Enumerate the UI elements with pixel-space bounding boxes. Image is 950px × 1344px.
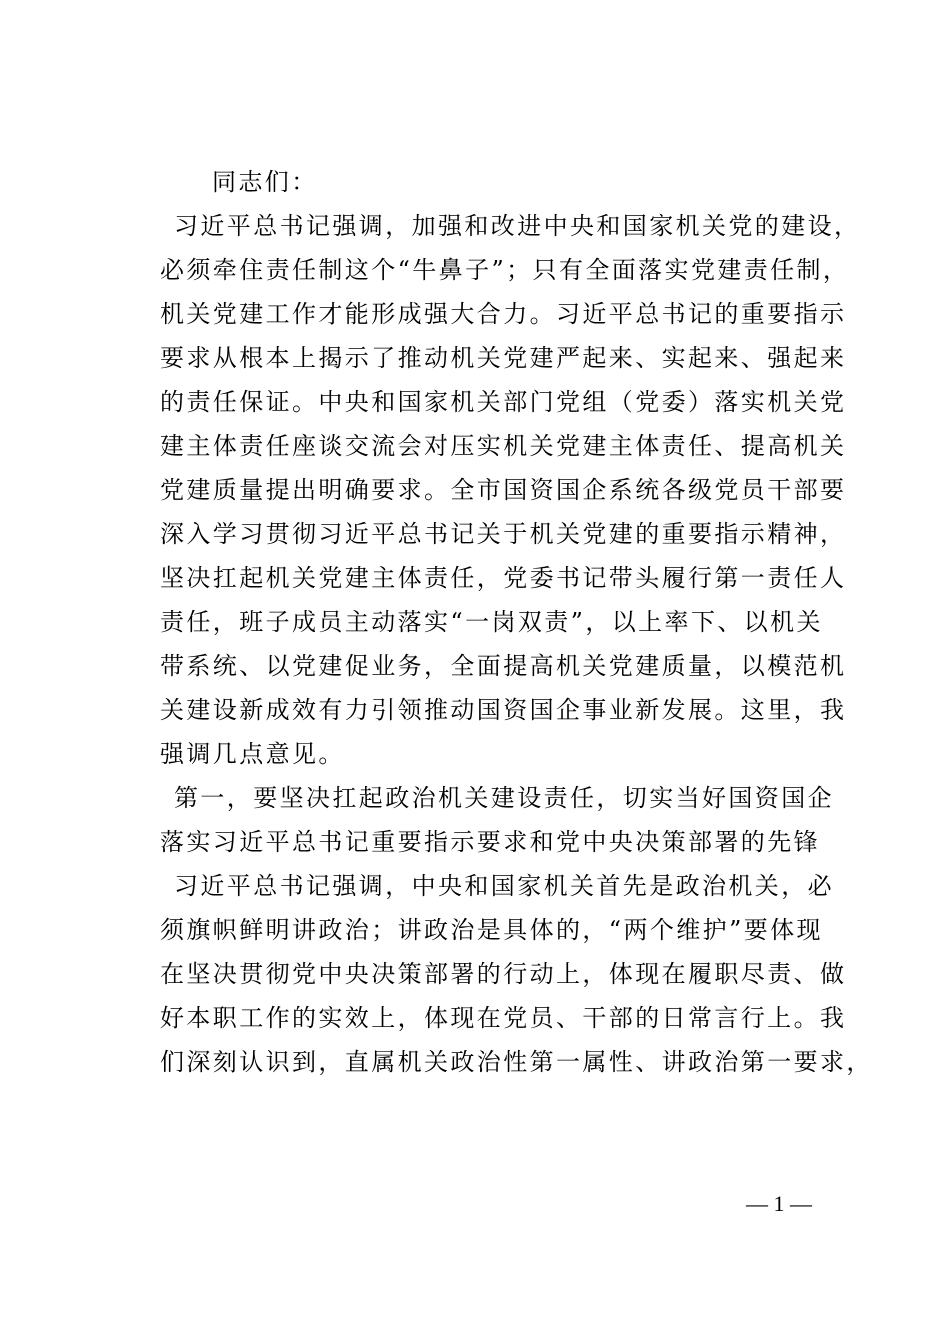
text-line-17: 须旗帜鲜明讲政治；讲政治是具体的，“两个维护”要体现 — [160, 916, 823, 944]
document-body — [160, 160, 873, 1084]
text-line-2: 必须牵住责任制这个“牛鼻子”；只有全面落实党建责任制， — [160, 256, 850, 284]
text-line-10: 责任，班子成员主动落实“一岗双责”，以上率下、以机关 — [160, 608, 823, 636]
text-line-7: 党建质量提出明确要求。全市国资国企系统各级党员干部要 — [160, 476, 847, 504]
text-line-3: 机关党建工作才能形成强大合力。习近平总书记的重要指示 — [160, 300, 847, 328]
text-line-6: 建主体责任座谈交流会对压实机关党建主体责任、提高机关 — [160, 432, 847, 460]
text-line-16: 习近平总书记强调，中央和国家机关首先是政治机关，必 — [174, 872, 834, 900]
text-line-9: 坚决扛起机关党建主体责任，党委书记带头履行第一责任人 — [160, 564, 847, 592]
text-line-4: 要求从根本上揭示了推动机关党建严起来、实起来、强起来 — [160, 344, 847, 372]
text-line-13: 强调几点意见。 — [160, 740, 345, 768]
section-heading-1-cont: 落实习近平总书记重要指示要求和党中央决策部署的先锋 — [160, 828, 820, 856]
text-line-5: 的责任保证。中央和国家机关部门党组（党委）落实机关党 — [160, 388, 847, 416]
text-line-12: 关建设新成效有力引领推动国资国企事业新发展。这里，我 — [160, 696, 847, 724]
text-line-20: 们深刻认识到，直属机关政治性第一属性、讲政治第一要求， — [160, 1048, 873, 1076]
section-heading-1: 第一，要坚决扛起政治机关建设责任，切实当好国资国企 — [174, 784, 834, 812]
text-line-8: 深入学习贯彻习近平总书记关于机关党建的重要指示精神， — [160, 520, 847, 548]
text-line-19: 好本职工作的实效上，体现在党员、干部的日常言行上。我 — [160, 1004, 847, 1032]
text-line-18: 在坚决贯彻党中央决策部署的行动上，体现在履职尽责、做 — [160, 960, 847, 988]
text-line-1: 习近平总书记强调，加强和改进中央和国家机关党的建设， — [174, 212, 861, 240]
salutation: 同志们： — [212, 168, 318, 196]
text-line-11: 带系统、以党建促业务，全面提高机关党建质量，以模范机 — [160, 652, 847, 680]
page-number: — 1 — — [746, 1191, 812, 1216]
